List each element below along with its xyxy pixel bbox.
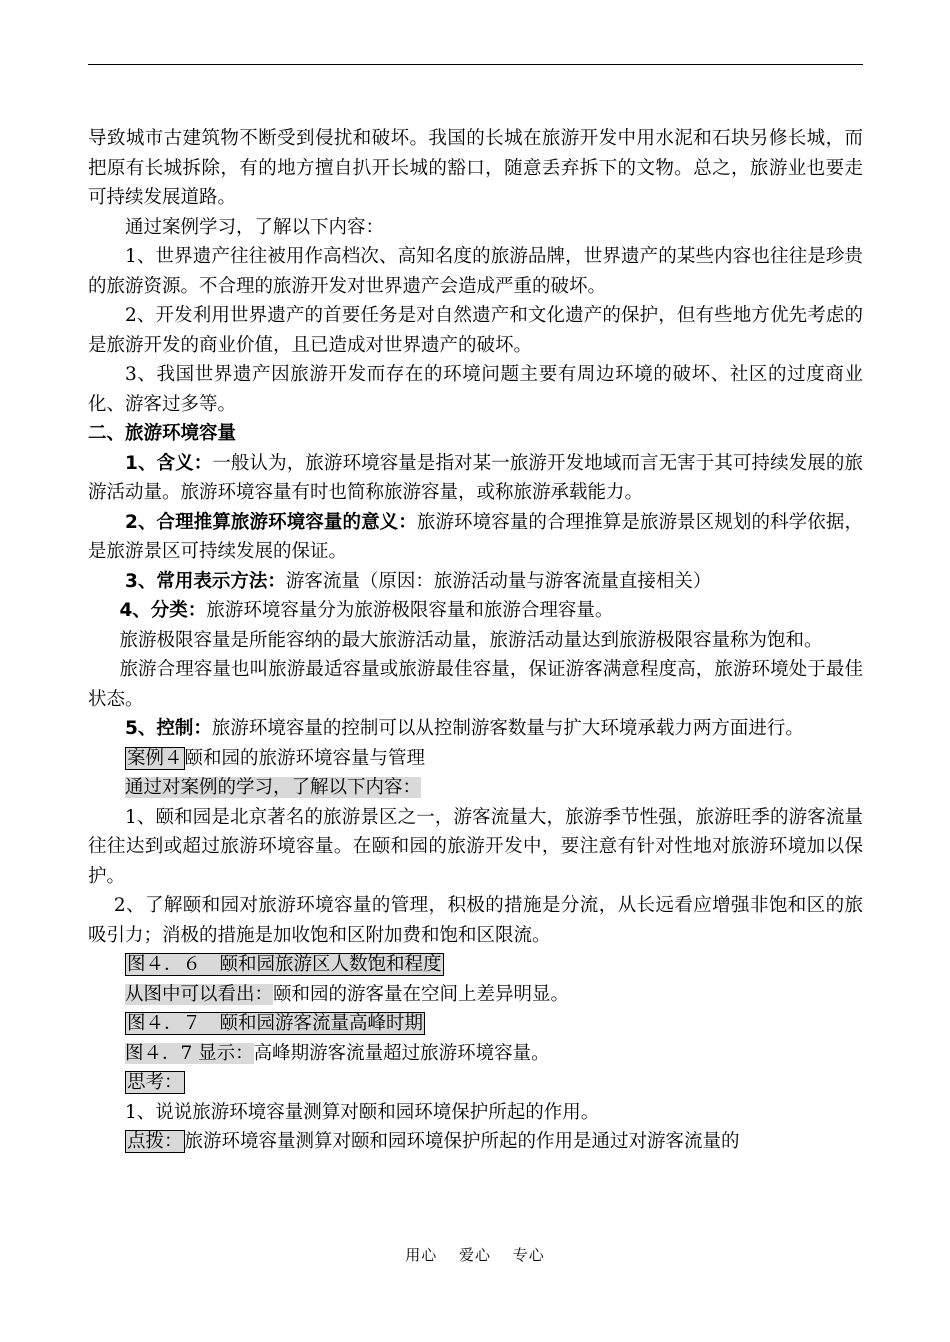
section-heading: 二、旅游环境容量 (88, 423, 237, 444)
figure-note-label: 图４．7 显示： (125, 1042, 254, 1064)
definition-text: 一般认为，旅游环境容量是指对某一旅游开发地域而言无害于其可持续发展的旅游活动量。旅游环境容量有时也简称旅游容量，或称旅游承载能力。 (88, 452, 863, 503)
definition-text: 旅游环境容量的控制可以从控制游客数量与扩大环境承载力两方面进行。 (211, 718, 804, 739)
figure-note-label: 从图中可以看出： (125, 983, 274, 1005)
definition-text: 旅游环境容量的合理推算是旅游景区规划的科学依据，是旅游景区可持续发展的保证。 (88, 511, 863, 562)
definition-item (88, 714, 863, 744)
definition-label: 4、分类： (119, 600, 207, 621)
figure-caption (88, 950, 863, 980)
document-body (88, 124, 863, 1157)
definition-item (88, 596, 863, 626)
paragraph: 导致城市古建筑物不断受到侵扰和破坏。我国的长城在旅游开发中用水泥和石块另修长城，而把原有长城拆除，有的地方擅自扒开长城的豁口，随意丢弃拆下的文物。总之，旅游业也要走可持续发展道路。 (88, 128, 863, 208)
figure-note (88, 980, 863, 1010)
page-footer (0, 1244, 950, 1265)
paragraph: 1、颐和园是北京著名的旅游景区之一，游客流量大，旅游季节性强，旅游旺季的游客流量往往达到或超过旅游环境容量。在颐和园的旅游开发中，要注意有针对性地对旅游环境加以保护。 (88, 806, 863, 887)
hint-item (88, 1127, 863, 1157)
definition-item (88, 449, 863, 508)
question: 1、说说旅游环境容量测算对颐和园环境保护所起的作用。 (125, 1101, 600, 1123)
think-heading (88, 1068, 863, 1098)
case-title: 颐和园的旅游环境容量与管理 (184, 747, 426, 769)
footer-word: 爱心 (458, 1246, 491, 1264)
hint-label: 点拨： (127, 1131, 183, 1152)
definition-label: 5、控制： (125, 718, 212, 739)
definition-text: 旅游环境容量分为旅游极限容量和旅游合理容量。 (206, 600, 614, 621)
paragraph: 旅游极限容量是所能容纳的最大旅游活动量，旅游活动量达到旅游极限容量称为饱和。 (119, 629, 823, 651)
definition-label: 3、常用表示方法： (125, 570, 286, 592)
paragraph: 3、我国世界遗产因旅游开发而存在的环境问题主要有周边环境的破坏、社区的过度商业化、游客过多等。 (88, 364, 863, 415)
definition-item (88, 567, 863, 597)
figure-caption-text: 图４．６ 颐和园旅游区人数饱和程度 (127, 954, 442, 975)
definition-item (88, 508, 863, 567)
paragraph: 通过案例学习，了解以下内容： (125, 216, 385, 238)
case-label: 案例４ (127, 747, 183, 769)
case-intro-text: 通过对案例的学习，了解以下内容： (125, 777, 422, 798)
definition-text: 游客流量（原因：旅游活动量与游客流量直接相关） (285, 570, 712, 592)
case-intro (88, 773, 863, 803)
figure-caption-text: 图４．７ 颐和园游客流量高峰时期 (127, 1013, 424, 1034)
think-label: 思考： (127, 1072, 183, 1093)
paragraph: 2、开发利用世界遗产的首要任务是对自然遗产和文化遗产的保护，但有些地方优先考虑的是旅游开发的商业价值，且已造成对世界遗产的破坏。 (88, 305, 863, 356)
definition-label: 1、含义： (125, 452, 213, 474)
header-rule (88, 64, 863, 65)
footer-word: 用心 (405, 1246, 438, 1264)
paragraph: 1、世界遗产往往被用作高档次、高知名度的旅游品牌，世界遗产的某些内容也往往是珍贵的旅游资源。不合理的旅游开发对世界遗产会造成严重的破坏。 (88, 246, 863, 297)
footer-word: 专心 (512, 1246, 545, 1264)
case-heading (88, 744, 863, 774)
figure-note (88, 1039, 863, 1069)
definition-label: 2、合理推算旅游环境容量的意义： (125, 511, 417, 533)
paragraph: 旅游合理容量也叫旅游最适容量或旅游最佳容量，保证游客满意程度高，旅游环境处于最佳状态。 (88, 659, 863, 710)
paragraph: 2、了解颐和园对旅游环境容量的管理，积极的措施是分流，从长远看应增强非饱和区的旅吸引力；消极的措施是加收饱和区附加费和饱和区限流。 (88, 895, 863, 946)
figure-note-text: 颐和园的游客量在空间上差异明显。 (273, 983, 570, 1005)
figure-note-text: 高峰期游客流量超过旅游环境容量。 (253, 1042, 550, 1064)
hint-text: 旅游环境容量测算对颐和园环境保护所起的作用是通过对游客流量的 (184, 1131, 740, 1152)
figure-caption (88, 1009, 863, 1039)
